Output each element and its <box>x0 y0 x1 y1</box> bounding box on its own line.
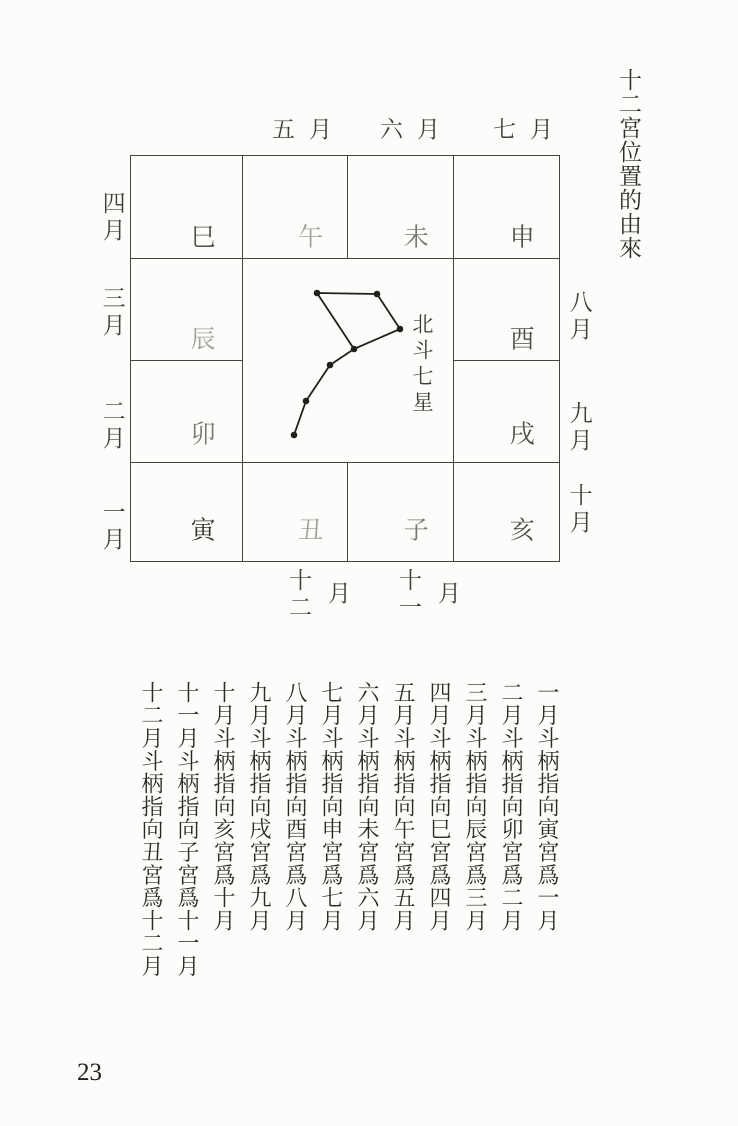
branch-chou: 丑 <box>298 517 324 545</box>
month-12-suffix: 月 <box>328 581 351 606</box>
legend-line: 六月斗柄指向未宮爲六月 <box>355 681 380 932</box>
legend-text-block <box>133 681 565 993</box>
cell-chen <box>131 259 243 361</box>
month-label-11 <box>392 568 461 622</box>
month-label-8: 八月 <box>566 290 592 344</box>
legend-line: 四月斗柄指向巳宮爲四月 <box>427 681 452 932</box>
cell-center <box>243 259 454 463</box>
page-title: 十二宮位置的由來 <box>616 68 641 260</box>
zodiac-grid <box>130 155 560 562</box>
branch-chen: 辰 <box>190 326 216 354</box>
branch-hai: 亥 <box>509 517 535 545</box>
month-11-numerals: 十一 <box>396 568 421 622</box>
big-dipper-label: 北斗七星 <box>410 313 434 417</box>
page-number: 23 <box>77 1059 102 1086</box>
legend-line: 十月斗柄指向亥宮爲十月 <box>211 681 236 932</box>
branch-xu: 戌 <box>509 421 535 449</box>
month-label-4: 四月 <box>99 191 125 245</box>
legend-line: 五月斗柄指向午宮爲五月 <box>391 681 416 932</box>
branch-wei: 未 <box>403 224 429 252</box>
cell-shen <box>454 156 559 259</box>
month-12-numerals: 十二 <box>286 568 311 622</box>
legend-line: 三月斗柄指向辰宮爲三月 <box>463 681 488 932</box>
cell-wu <box>243 156 348 259</box>
branch-si: 巳 <box>190 224 216 252</box>
cell-xu <box>454 361 559 463</box>
branch-you: 酉 <box>509 326 535 354</box>
month-label-5: 五月 <box>272 117 346 142</box>
cell-zi <box>348 463 454 561</box>
month-label-6: 六月 <box>380 117 454 142</box>
legend-line: 九月斗柄指向戌宮爲九月 <box>247 681 272 932</box>
branch-zi: 子 <box>403 517 429 545</box>
month-11-suffix: 月 <box>438 581 461 606</box>
month-label-3: 三月 <box>99 286 125 340</box>
month-label-12 <box>282 568 351 622</box>
legend-line: 七月斗柄指向申宮爲七月 <box>319 681 344 932</box>
legend-line: 一月斗柄指向寅宮爲一月 <box>535 681 560 932</box>
legend-line: 八月斗柄指向酉宮爲八月 <box>283 681 308 932</box>
cell-si <box>131 156 243 259</box>
legend-line: 二月斗柄指向卯宮爲二月 <box>499 681 524 932</box>
branch-yin: 寅 <box>190 517 216 545</box>
cell-mao <box>131 361 243 463</box>
cell-you <box>454 259 559 361</box>
cell-chou <box>243 463 348 561</box>
branch-wu: 午 <box>298 224 324 252</box>
month-label-10: 十月 <box>566 483 592 537</box>
branch-shen: 申 <box>509 224 535 252</box>
branch-mao: 卯 <box>190 421 216 449</box>
legend-line: 十二月斗柄指向丑宮爲十二月 <box>139 681 164 978</box>
cell-yin <box>131 463 243 561</box>
cell-hai <box>454 463 559 561</box>
cell-wei <box>348 156 454 259</box>
month-label-9: 九月 <box>566 401 592 455</box>
month-label-2: 二月 <box>99 399 125 453</box>
month-label-7: 七月 <box>493 117 567 142</box>
month-label-1: 一月 <box>99 500 125 554</box>
legend-line: 十一月斗柄指向子宮爲十一月 <box>175 681 200 978</box>
